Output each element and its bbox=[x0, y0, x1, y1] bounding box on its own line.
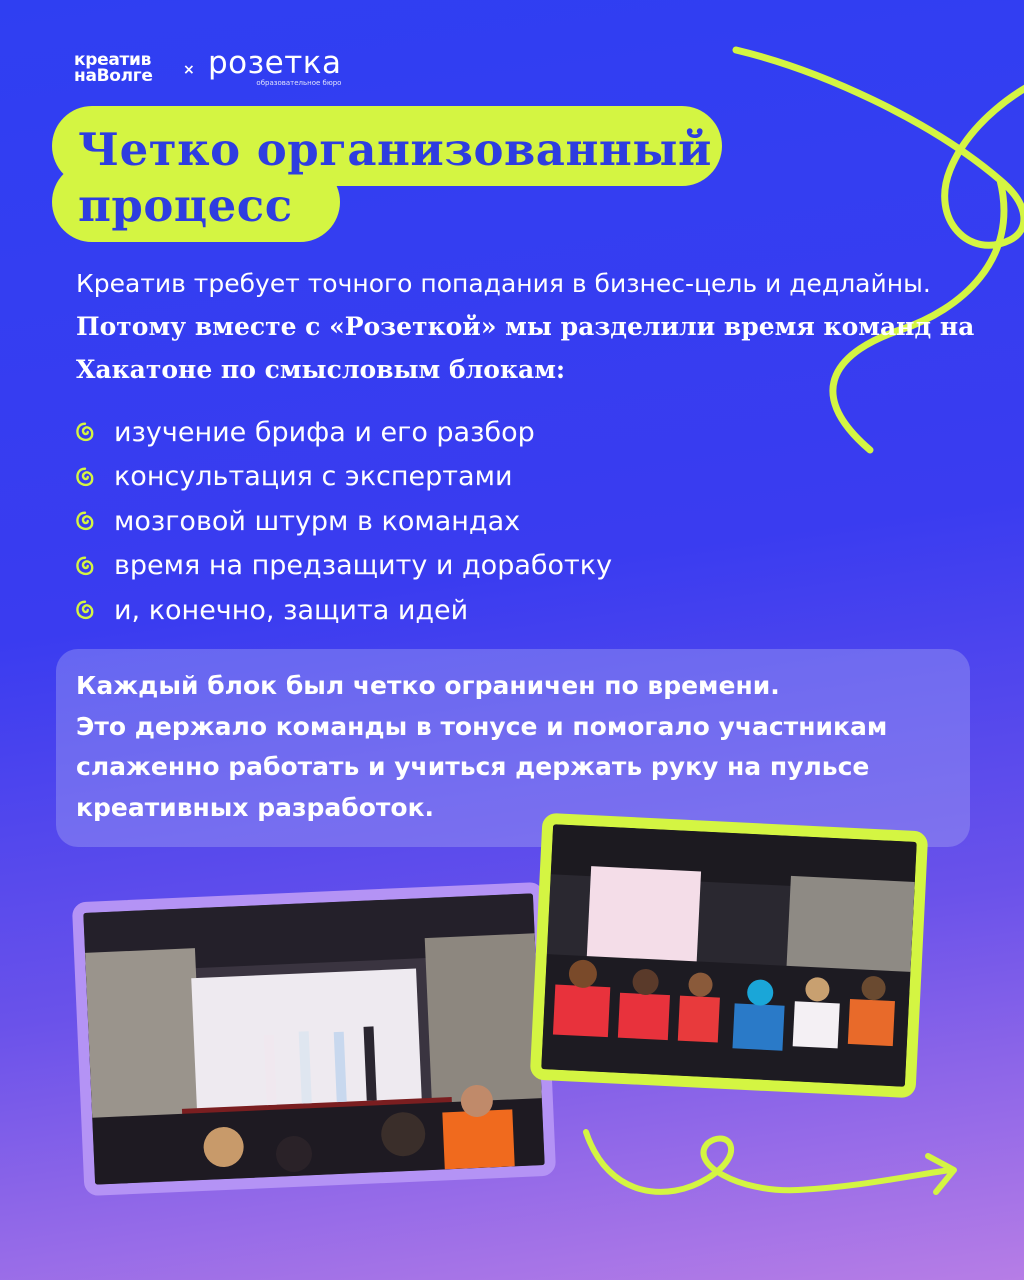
intro-text bbox=[76, 262, 996, 391]
spiral-icon bbox=[74, 421, 96, 443]
spiral-icon bbox=[74, 466, 96, 488]
squiggle-decoration-icon bbox=[700, 30, 1024, 470]
spiral-icon bbox=[74, 555, 96, 577]
list-item: мозговой штурм в командах bbox=[74, 499, 612, 544]
info-text: Каждый блок был четко ограничен по времени. Это держало команды в тонусе и помогало участникам слаженно работать и учиться держать руку на пульсе креативных разработок. bbox=[76, 671, 888, 822]
list-item: и, конечно, защита идей bbox=[74, 588, 612, 633]
kreativ-na-volge-logo: креатив наВолге bbox=[74, 50, 153, 86]
list-item: время на предзащиту и доработку bbox=[74, 544, 612, 589]
stage-photo bbox=[72, 882, 556, 1196]
rozetka-logo: розетка образовательное бюро bbox=[208, 45, 342, 87]
audience-photo bbox=[530, 813, 929, 1099]
spiral-icon bbox=[74, 510, 96, 532]
intro-highlight: Потому вместе с «Розеткой» мы разделили время команд на Хакатоне по смысловым блокам: bbox=[76, 312, 975, 384]
intro-plain: Креатив требует точного попадания в бизнес-цель и дедлайны. bbox=[76, 269, 931, 298]
list-item: консультация с экспертами bbox=[74, 455, 612, 500]
spiral-icon bbox=[74, 599, 96, 621]
loop-arrow-icon bbox=[578, 1118, 978, 1228]
page-title: Четко организованный процесс bbox=[78, 123, 712, 232]
blocks-list bbox=[74, 410, 612, 633]
logo-separator: × bbox=[183, 62, 195, 78]
list-item: изучение брифа и его разбор bbox=[74, 410, 612, 455]
